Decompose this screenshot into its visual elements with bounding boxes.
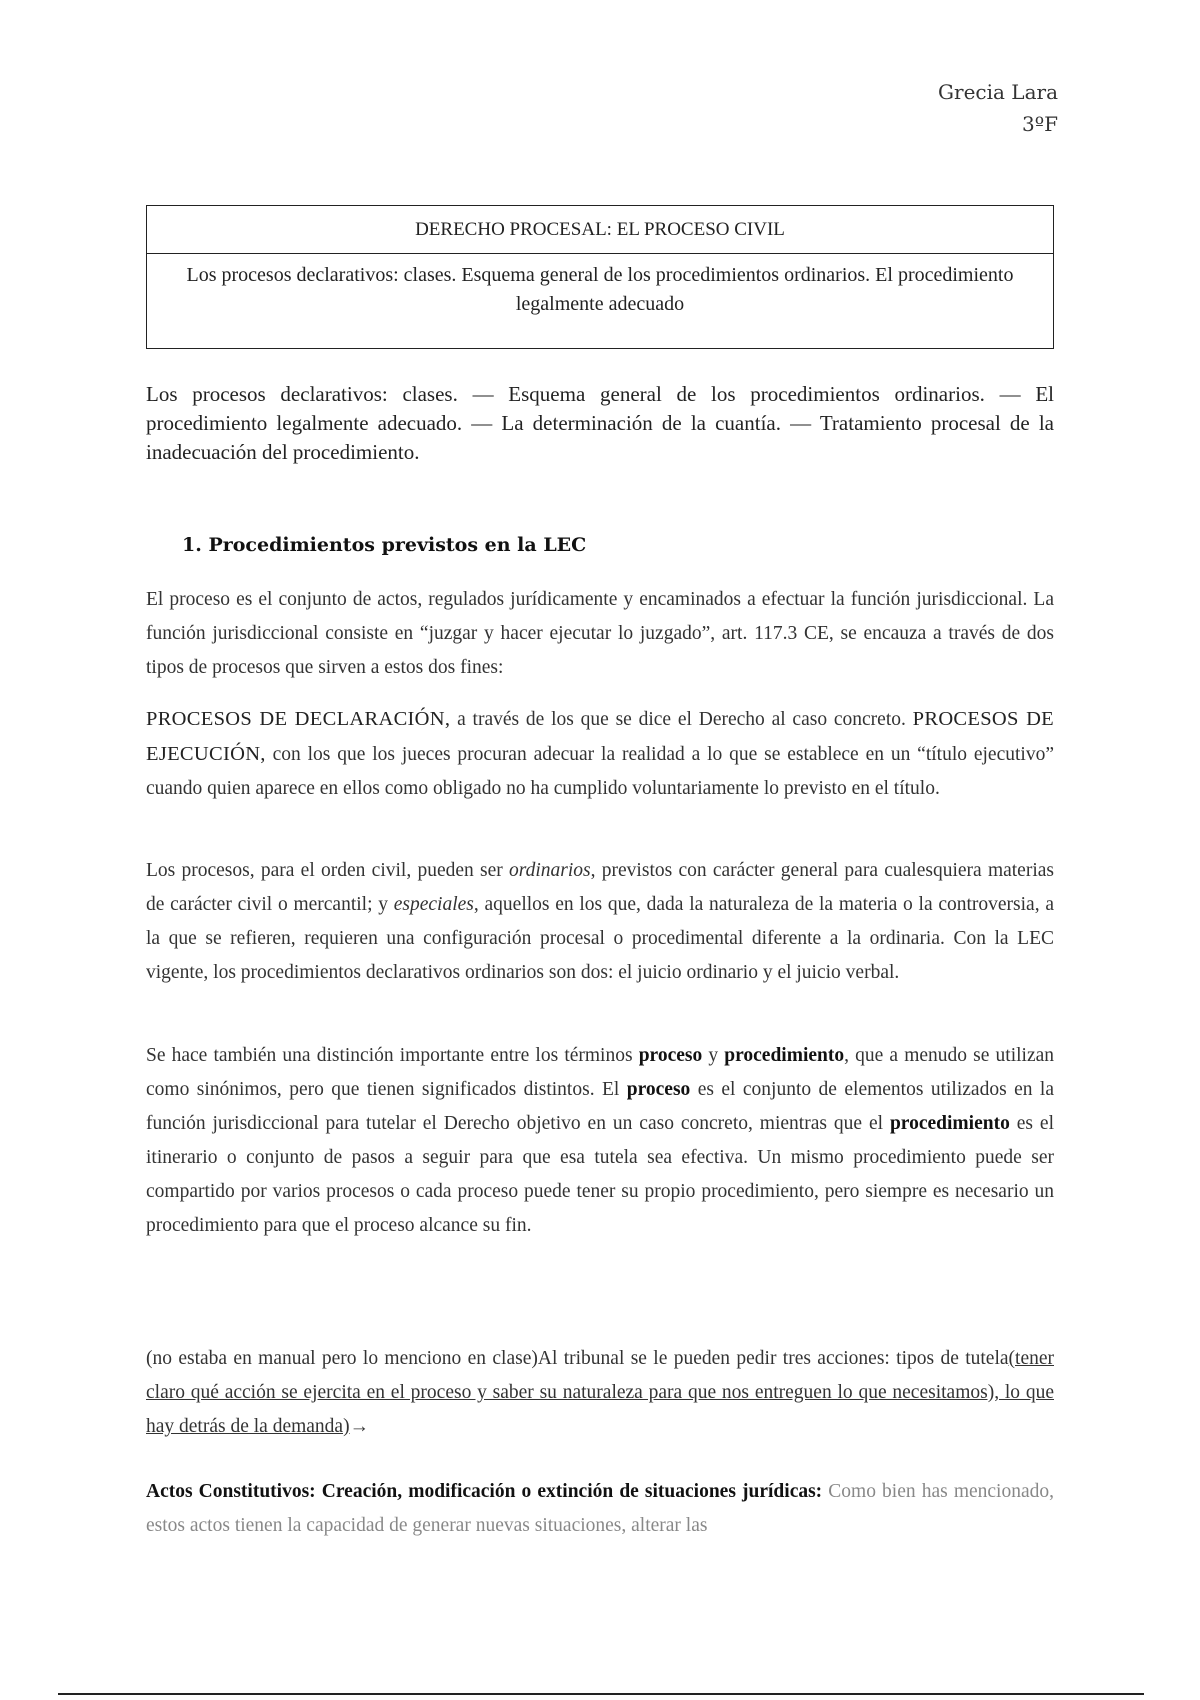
- term-ordinarios: ordinarios: [509, 860, 591, 881]
- term-especiales: especiales: [393, 894, 474, 915]
- underlined-note: (tener claro qué acción se ejercita en el proceso y saber su naturaleza para que nos entreguen lo que necesitamos), lo que hay detrás de la demanda): [146, 1348, 1054, 1437]
- text-procesos-ejecucion: con los que los jueces procuran adecuar la realidad a lo que se establece en un “título ejecutivo” cuando quien aparece en ellos como obligado no ha cumplido voluntariamente lo previsto en el título.: [146, 744, 1054, 799]
- arrow-icon: →: [349, 1416, 370, 1437]
- term-procedimiento: procedimiento: [724, 1045, 845, 1066]
- text-procesos-declaracion: a través de los que se dice el Derecho al caso concreto.: [450, 709, 913, 730]
- paragraph-tipos-procesos: [146, 702, 1054, 806]
- page-bottom-divider: [58, 1693, 1144, 1695]
- topic-header-box: [146, 205, 1054, 349]
- paragraph-proceso-procedimiento: [146, 1039, 1054, 1243]
- paragraph-tipos-tutela: [146, 1342, 1054, 1444]
- text-fragment: Los procesos, para el orden civil, pueden ser: [146, 860, 510, 881]
- term-actos-constitutivos: Actos Constitutivos: Creación, modificación o extinción de situaciones jurídicas:: [146, 1481, 823, 1502]
- term-procedimiento: procedimiento: [889, 1113, 1010, 1134]
- faded-text: Como bien has mencionado, estos actos tienen la capacidad de generar nuevas situaciones, alterar las: [146, 1481, 1054, 1536]
- paragraph-ordinarios-especiales: [146, 854, 1054, 990]
- topic-subtitle: Los procesos declarativos: clases. Esquema general de los procedimientos ordinarios. El procedimiento legalmente adecuado: [186, 264, 1014, 315]
- text-fragment: Se hace también una distinción importante entre los términos: [146, 1045, 639, 1066]
- text-fragment: (no estaba en manual pero lo menciono en clase)Al tribunal se le pueden pedir tres acciones: tipos de tutela: [146, 1348, 1009, 1369]
- text-fragment: y: [702, 1045, 725, 1066]
- paragraph-actos-constitutivos: [146, 1475, 1054, 1543]
- text-fragment: , previstos con carácter general para cualesquiera materias de carácter civil o mercantil; y: [146, 860, 1054, 915]
- topic-title: DERECHO PROCESAL: EL PROCESO CIVIL: [147, 206, 1053, 254]
- term-proceso: proceso: [638, 1045, 703, 1066]
- author-name: Grecia Lara: [938, 80, 1058, 104]
- topic-summary: Los procesos declarativos: clases. — Esquema general de los procedimientos ordinarios. — El procedimiento legalmente adecuado. — La determinación de la cuantía. — Tratamiento procesal de la inadecuación del procedimiento.: [146, 382, 1054, 464]
- label-procesos-declaracion: PROCESOS DE DECLARACIÓN,: [146, 708, 451, 730]
- section-heading: 1. Procedimientos previstos en la LEC: [182, 534, 587, 556]
- text-fragment: es el conjunto de elementos utilizados en la función jurisdiccional para tutelar el Derecho objetivo en un caso concreto, mientras que el: [146, 1079, 1054, 1134]
- paragraph-proceso-definicion: El proceso es el conjunto de actos, regulados jurídicamente y encaminados a efectuar la función jurisdiccional. La función jurisdiccional consiste en “juzgar y hacer ejecutar lo juzgado”, art. 117.3 CE, se encauza a través de dos tipos de procesos que sirven a estos dos fines:: [146, 589, 1054, 678]
- term-proceso: proceso: [626, 1079, 691, 1100]
- author-block: [938, 76, 1058, 140]
- label-procesos-ejecucion: PROCESOS DE EJECUCIÓN,: [146, 708, 1055, 765]
- text-fragment: es el itinerario o conjunto de pasos a seguir para que esa tutela sea efectiva. Un mismo procedimiento puede ser compartido por varios procesos o cada proceso puede tener su propio procedimiento, pero siempre es necesario un procedimiento para que el proceso alcance su fin.: [146, 1113, 1054, 1236]
- text-fragment: , que a menudo se utilizan como sinónimos, pero que tienen significados distintos. El: [146, 1045, 1055, 1100]
- author-group: 3ºF: [1021, 112, 1058, 136]
- text-fragment: , aquellos en los que, dada la naturaleza de la materia o la controversia, a la que se refieren, requieren una configuración procesal o procedimental diferente a la ordinaria. Con la LEC vigente, los procedimientos declarativos ordinarios son dos: el juicio ordinario y el juicio verbal.: [146, 894, 1054, 983]
